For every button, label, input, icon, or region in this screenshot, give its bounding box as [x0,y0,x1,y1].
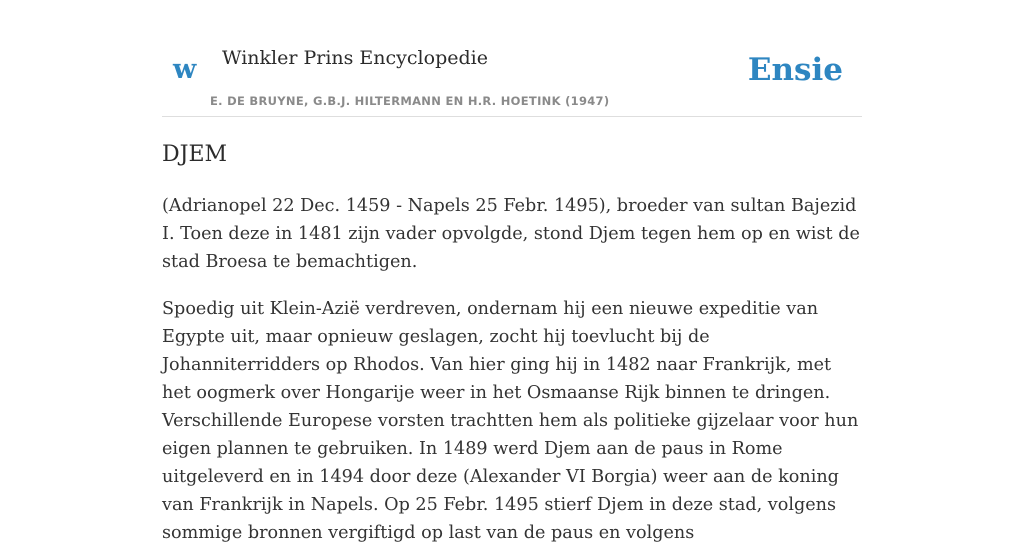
article-title: DJEM [162,142,228,167]
ensie-brand-link[interactable]: Ensie [747,52,843,88]
site-header [162,0,862,117]
publication-title[interactable]: Winkler Prins Encyclopedie [222,47,488,69]
article-paragraph: Spoedig uit Klein-Azië verdreven, ondernam hij een nieuwe expeditie van Egypte uit, maar opnieuw geslagen, zocht hij toevlucht bij de Johanniterridders op Rhodos. Van hier ging hij in 1482 naar Frankrijk, met het oogmerk over Hongarije weer in het Osmaanse Rijk binnen te dringen. Verschillende Europese vorsten trachtten hem als politieke gijzelaar voor hun eigen plannen te gebruiken. In 1489 werd Djem aan de paus in Rome uitgeleverd en in 1494 door deze (Alexander VI Borgia) weer aan de koning van Frankrijk in Napels. Op 25 Febr. 1495 stierf Djem in deze stad, volgens sommige bronnen vergiftigd op last van de paus en volgens [162,299,859,543]
article-paragraph: (Adrianopel 22 Dec. 1459 - Napels 25 Febr. 1495), broeder van sultan Bajezid I. Toen deze in 1481 zijn vader opvolgde, stond Djem tegen hem op en wist de stad Broesa te bemachtigen. [162,196,860,272]
article-body [162,138,862,547]
publication-authors: E. DE BRUYNE, G.B.J. HILTERMANN EN H.R. HOETINK (1947) [210,94,610,108]
publication-logo-icon[interactable]: w [173,54,197,85]
